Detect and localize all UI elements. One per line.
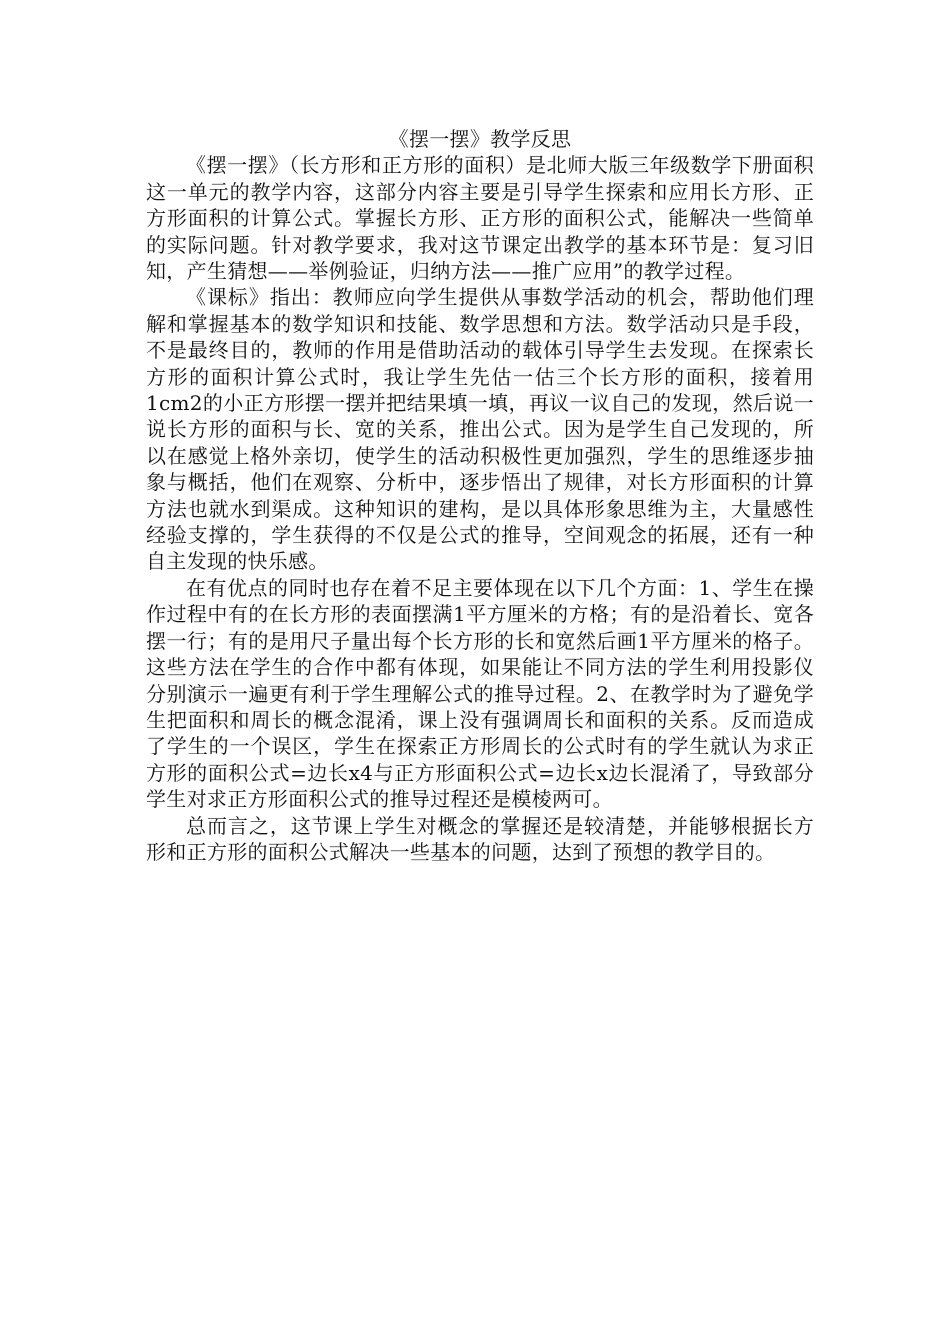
paragraph-intro: 《摆一摆》（长方形和正方形的面积）是北师大版三年级数学下册面积这一单元的教学内容，这部分内容主要是引导学生探索和应用长方形、正方形面积的计算公式。掌握长方形、正方形的面积公式，能解决一些简单的实际问题。针对教学要求，我对这节课定出教学的基本环节是：复习旧知，产生猜想——举例验证，归纳方法——推广应用”的教学过程。 — [146, 153, 814, 284]
document-title: 《摆一摆》教学反思 — [388, 127, 572, 151]
paragraph-conclusion: 总而言之，这节课上学生对概念的掌握还是较清楚，并能够根据长方形和正方形的面积公式解决一些基本的问题，达到了预想的教学目的。 — [146, 813, 814, 864]
document-body — [146, 126, 814, 865]
paragraph-curriculum: 《课标》指出：教师应向学生提供从事数学活动的机会，帮助他们理解和掌握基本的数学知识和技能、数学思想和方法。数学活动只是手段，不是最终目的，教师的作用是借助活动的载体引导学生去发现。在探索长方形的面积计算公式时，我让学生先估一估三个长方形的面积，接着用1cm2的小正方形摆一摆并把结果填一填，再议一议自己的发现，然后说一说长方形的面积与长、宽的关系，推出公式。因为是学生自己发现的，所以在感觉上格外亲切，使学生的活动积极性更加强烈，学生的思维逐步抽象与概括，他们在观察、分析中，逐步悟出了规律，对长方形面积的计算方法也就水到渠成。这种知识的建构，是以具体形象思维为主，大量感性经验支撑的，学生获得的不仅是公式的推导，空间观念的拓展，还有一种自主发现的快乐感。 — [146, 285, 814, 574]
paragraph-shortcomings: 在有优点的同时也存在着不足主要体现在以下几个方面：1、学生在操作过程中有的在长方形的表面摆满1平方厘米的方格；有的是沿着长、宽各摆一行；有的是用尺子量出每个长方形的长和宽然后画1平方厘米的格子。这些方法在学生的合作中都有体现，如果能让不同方法的学生利用投影仪分别演示一遍更有利于学生理解公式的推导过程。2、在教学时为了避免学生把面积和周长的概念混淆，课上没有强调周长和面积的关系。反而造成了学生的一个误区，学生在探索正方形周长的公式时有的学生就认为求正方形的面积公式=边长x4与正方形面积公式=边长x边长混淆了，导致部分学生对求正方形面积公式的推导过程还是模棱两可。 — [146, 575, 814, 812]
